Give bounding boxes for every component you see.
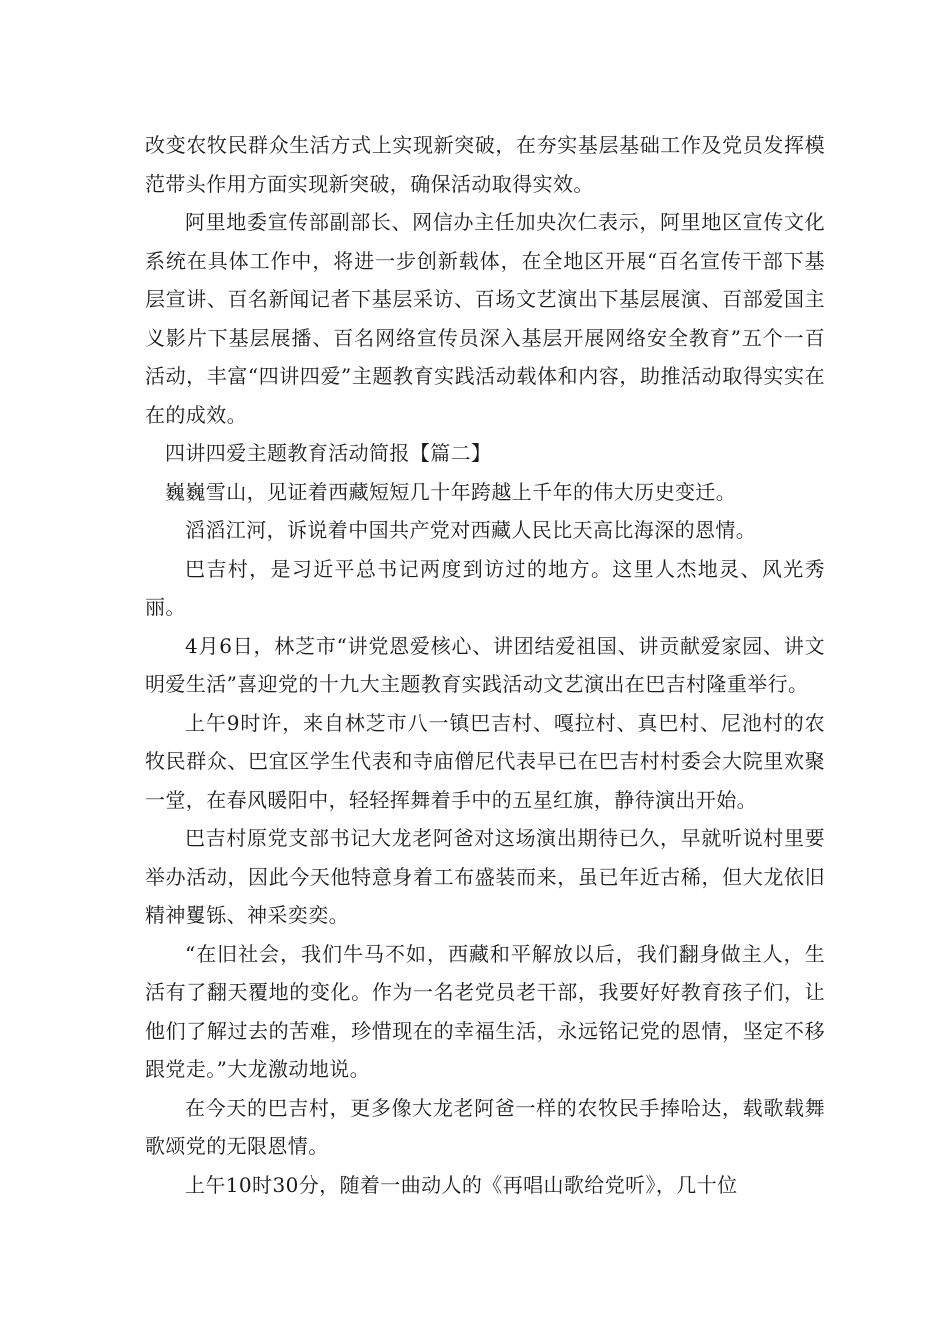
section-heading: 四讲四爱主题教育活动简报【篇二】 — [165, 441, 492, 465]
paragraph-dalong: 巴吉村原党支部书记大龙老阿爸对这场演出期待已久，早就听说村里要举办活动，因此今天他特意身着工布盛装而来，虽已年近古稀，但大龙依旧精神矍铄、神采奕奕。 — [145, 826, 825, 927]
paragraph-baji-village: 巴吉村，是习近平总书记两度到访过的地方。这里人杰地灵、风光秀丽。 — [145, 556, 825, 619]
paragraph-1030am: 上午10时30分，随着一曲动人的《再唱山歌给党听》，几十位 — [185, 1172, 738, 1197]
paragraph-quote: “在旧社会，我们牛马不如，西藏和平解放以后，我们翻身做主人，生活有了翻天覆地的变化。作为一名老党员老干部，我要好好教育孩子们，让他们了解过去的苦难，珍惜现在的幸福生活，永远铭记党的恩情，坚定不移跟党走。”大龙激动地说。 — [145, 941, 825, 1081]
paragraph-9am: 上午9时许，来自林芝市八一镇巴吉村、嘎拉村、真巴村、尼池村的农牧民群众、巴宜区学生代表和寺庙僧尼代表早已在巴吉村村委会大院里欢聚一堂，在春风暖阳中，轻轻挥舞着手中的五星红旗，静待演出开始。 — [145, 710, 825, 812]
paragraph-april-6: 4月6日，林芝市“讲党恩爱核心、讲团结爱祖国、讲贡献爱家园、讲文明爱生活”喜迎党的十九大主题教育实践活动文艺演出在巴吉村隆重举行。 — [145, 633, 825, 696]
paragraph-ali-statement: 阿里地委宣传部副部长、网信办主任加央次仁表示，阿里地区宣传文化系统在具体工作中，将进一步创新载体，在全地区开展“百名宣传干部下基层宣讲、百名新闻记者下基层采访、百场文艺演出下基层展演、百部爱国主义影片下基层展播、百名网络宣传员深入基层开展网络安全教育”五个一百活动，丰富“四讲四爱”主题教育实践活动载体和内容，助推活动取得实实在在的成效。 — [145, 210, 825, 427]
paragraph-snow-mountain: 巍巍雪山，见证着西藏短短几十年跨越上千年的伟大历史变迁。 — [165, 479, 737, 504]
paragraph-continuation: 改变农牧民群众生活方式上实现新突破，在夯实基层基础工作及党员发挥模范带头作用方面实现新突破，确保活动取得实效。 — [145, 133, 825, 196]
paragraph-hada: 在今天的巴吉村，更多像大龙老阿爸一样的农牧民手捧哈达，载歌载舞歌颂党的无限恩情。 — [145, 1095, 825, 1158]
paragraph-rivers: 滔滔江河，诉说着中国共产党对西藏人民比天高比海深的恩情。 — [185, 518, 757, 542]
document-body — [145, 126, 825, 1204]
